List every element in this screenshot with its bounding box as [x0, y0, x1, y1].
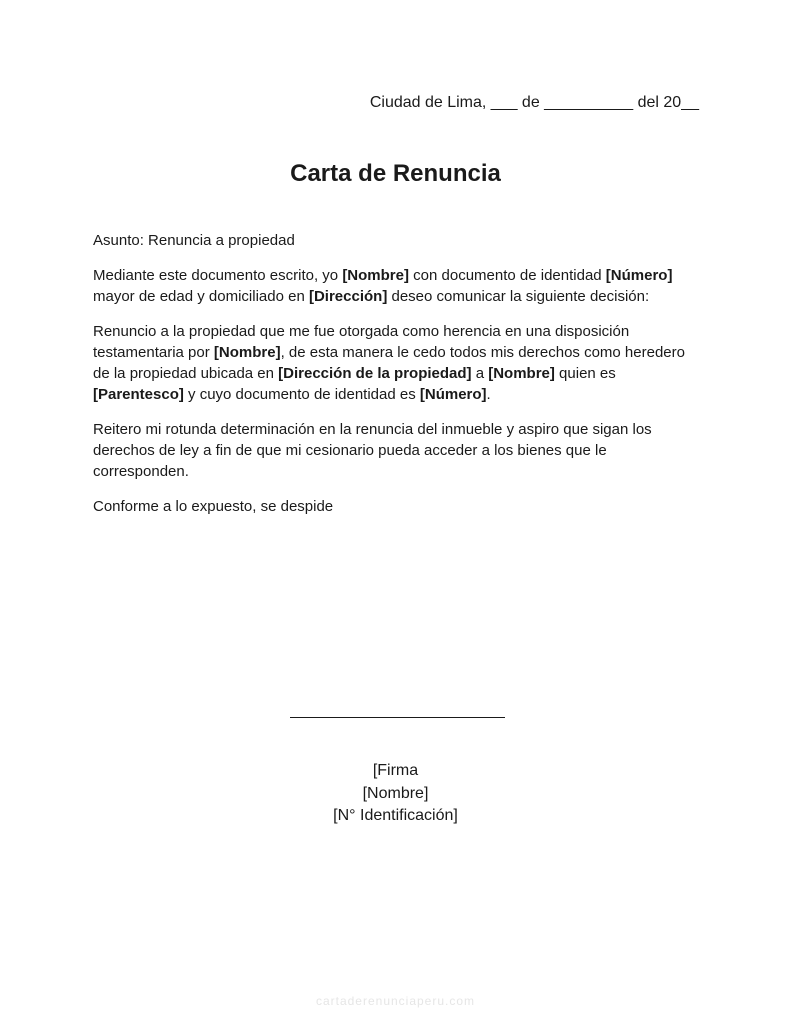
subject-text: Asunto: Renuncia a propiedad	[93, 232, 295, 249]
placeholder-direccion: [Dirección]	[308, 288, 388, 305]
placeholder-direccion-propiedad: [Dirección de la propiedad]	[278, 365, 472, 382]
paragraph-reitero-text: Reitero mi rotunda determinación en la renuncia del inmueble y aspiro que sigan los derechos de ley a fin de que mi cesionario pueda acceder a los bienes que le corresponden.	[93, 421, 652, 480]
document-title: Carta de Renuncia	[290, 160, 501, 187]
placeholder-numero: [Número]	[605, 267, 673, 284]
placeholder-numero: [Número]	[419, 386, 487, 403]
paragraph-intro	[93, 265, 703, 307]
placeholder-nombre: [Nombre]	[488, 365, 555, 382]
text-span: a	[471, 365, 489, 382]
signature-identificacion: [N° Identificación]	[333, 807, 458, 824]
text-span: y cuyo documento de identidad es	[183, 386, 420, 403]
text-span: Mediante este documento escrito, yo	[93, 267, 343, 284]
placeholder-nombre: [Nombre]	[213, 344, 281, 361]
signature-line	[290, 717, 505, 718]
text-span: mayor de edad y domiciliado en	[93, 288, 309, 305]
text-span: con documento de identidad	[408, 267, 606, 284]
text-span: quien es	[554, 365, 616, 382]
placeholder-nombre: [Nombre]	[342, 267, 409, 284]
text-span: Renuncio a la propiedad que me fue otorgada como herencia en una disposición testamentaria por	[93, 323, 630, 361]
closing-line	[93, 496, 703, 517]
signature-block	[0, 760, 791, 828]
paragraph-renuncia-text	[93, 321, 703, 405]
text-span: , de esta manera le cedo todos mis derechos como heredero de la propiedad ubicada en	[93, 344, 685, 382]
text-span: .	[486, 386, 491, 403]
placeholder-parentesco: [Parentesco]	[93, 386, 184, 403]
paragraph-reitero	[93, 419, 703, 482]
closing-text: Conforme a lo expuesto, se despide	[93, 498, 334, 515]
signature-firma: [Firma	[372, 762, 419, 779]
paragraph-intro-text	[93, 265, 703, 307]
date-line: Ciudad de Lima, ___ de __________ del 20__	[369, 94, 699, 111]
subject-line	[93, 230, 703, 251]
text-span: deseo comunicar la siguiente decisión:	[387, 288, 650, 305]
watermark: cartaderenunciaperu.com	[315, 994, 476, 1008]
paragraph-renuncia	[93, 321, 703, 405]
signature-nombre: [Nombre]	[362, 784, 429, 802]
